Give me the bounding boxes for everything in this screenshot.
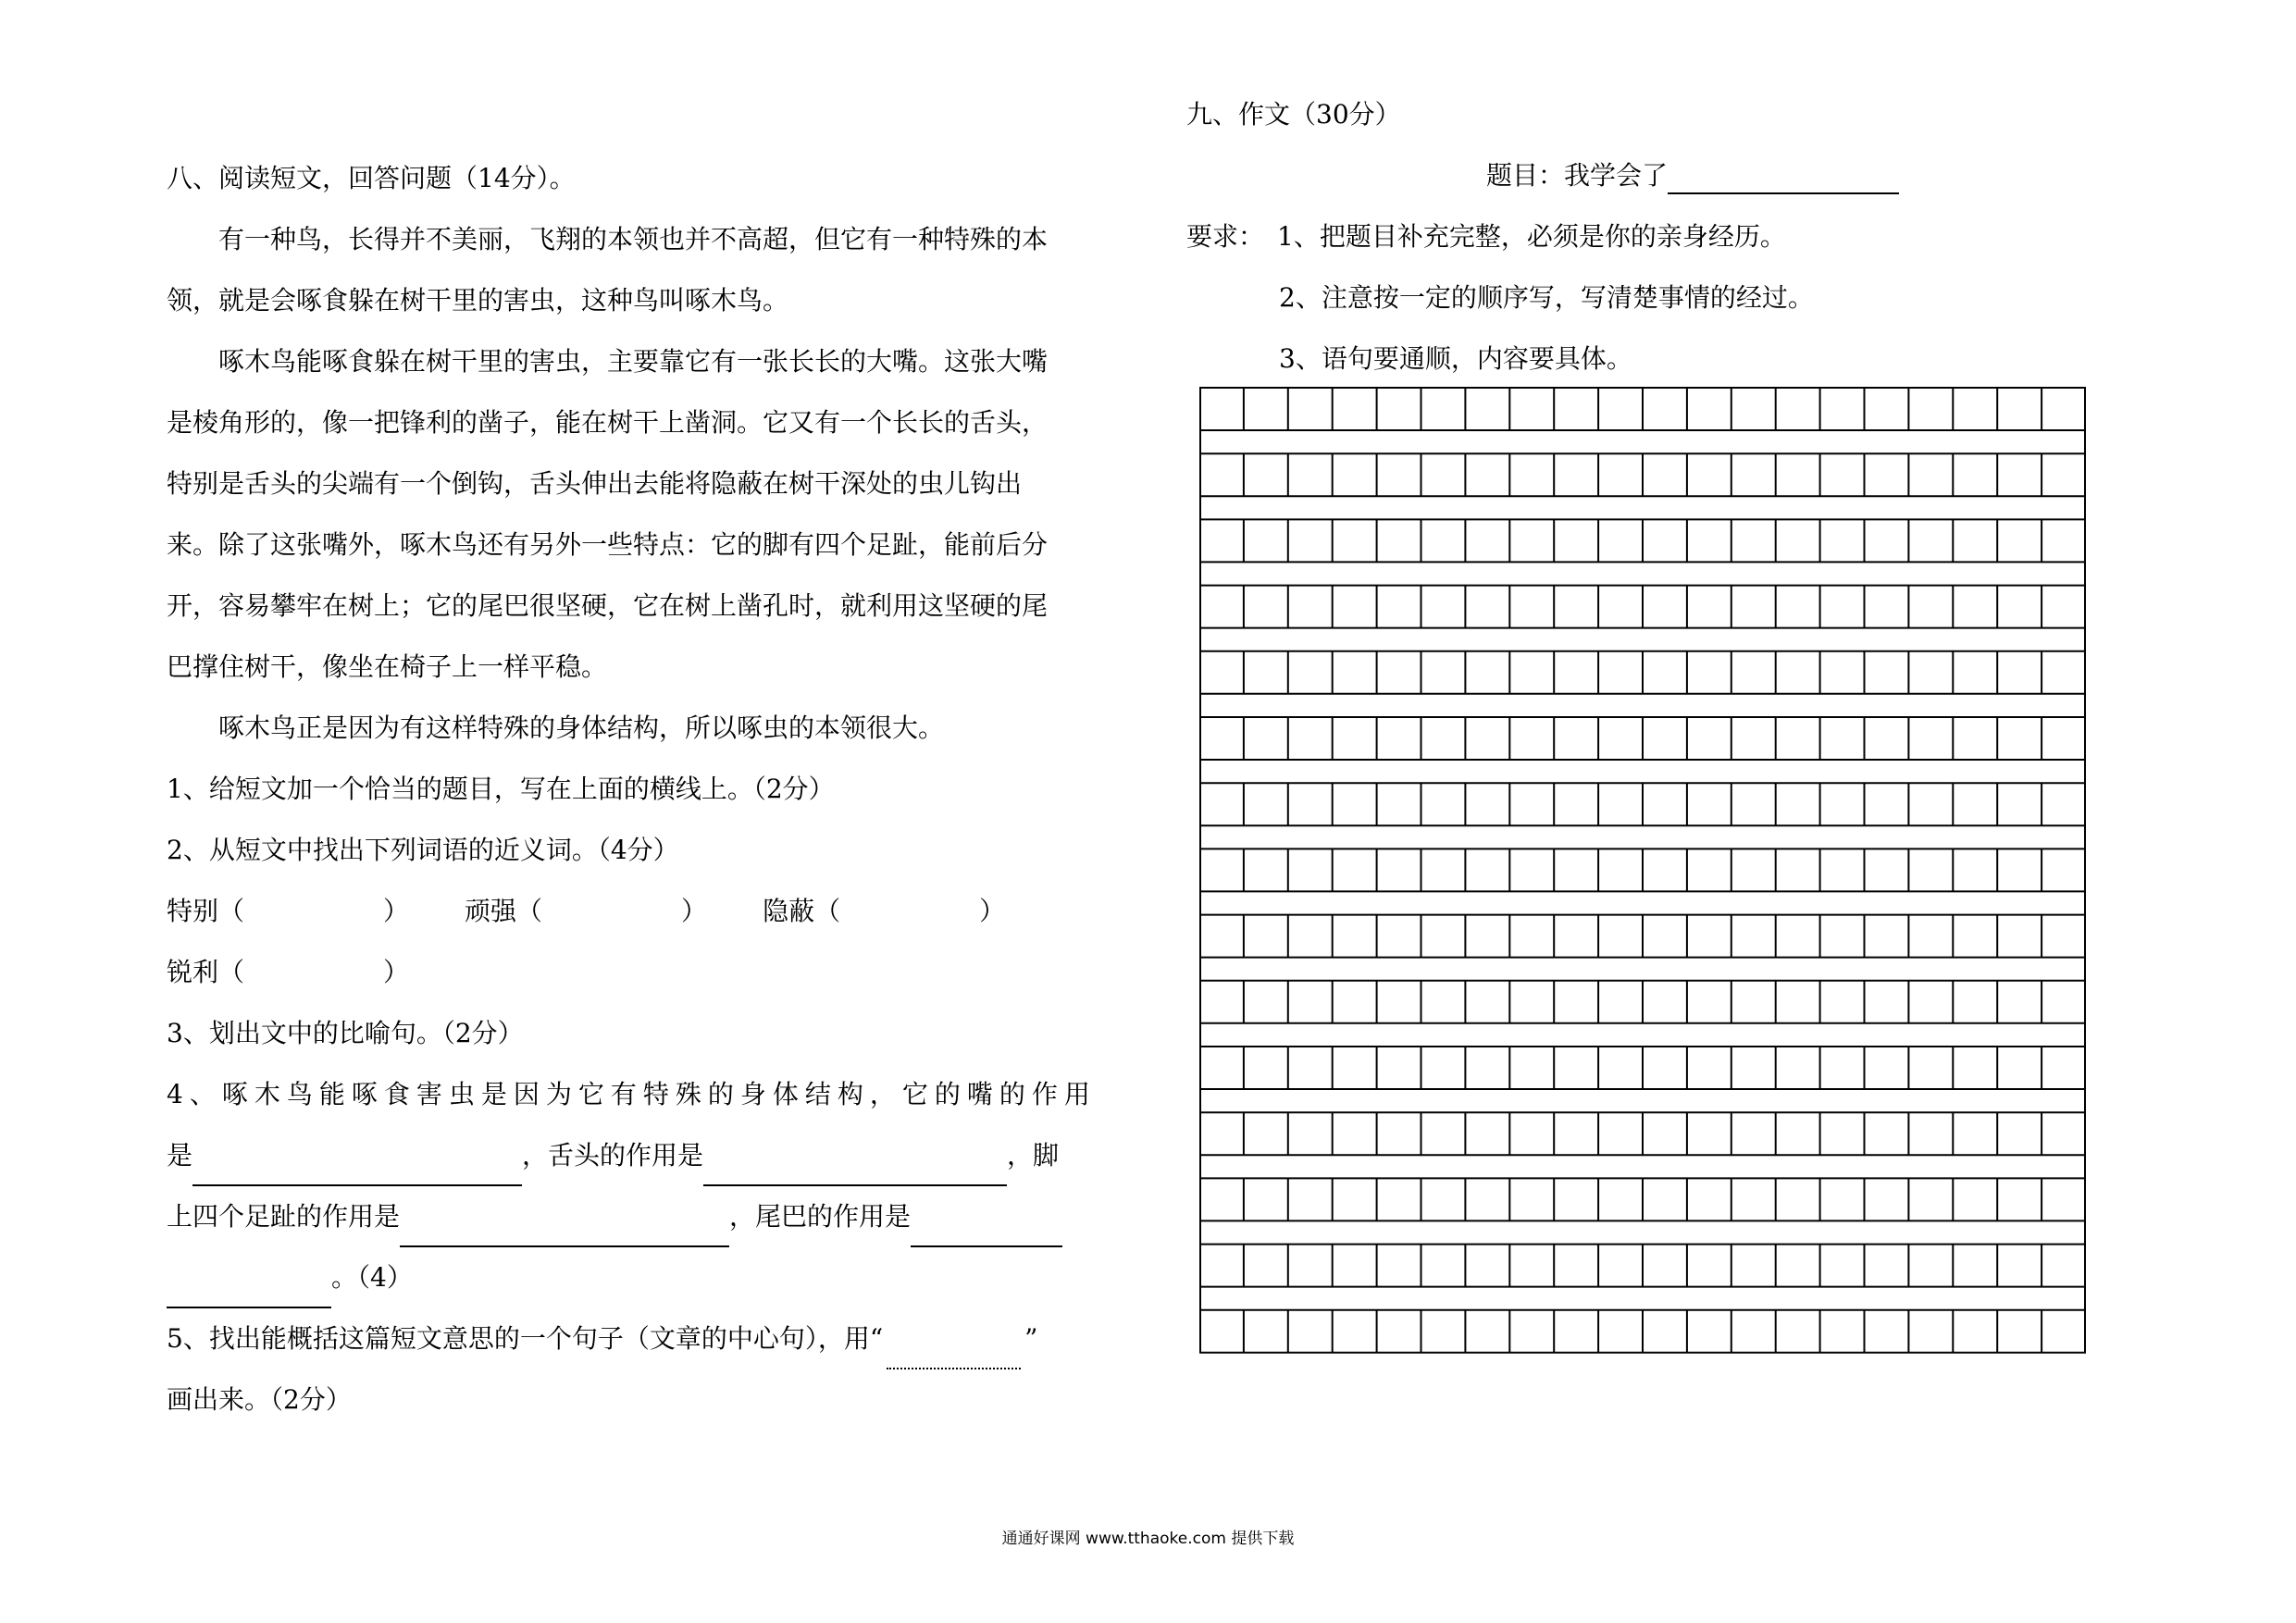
synonym-close: ） [979, 896, 1006, 926]
synonym-word: 隐蔽（ [763, 896, 841, 926]
section-8-title: 八、阅读短文，回答问题（14分）。 [167, 163, 576, 193]
q4-text: ，尾巴的作用是 [729, 1201, 912, 1232]
passage-line: 开，容易攀牢在树上；它的尾巴很坚硬，它在树上凿孔时，就利用这坚硬的尾 [167, 590, 1049, 621]
section-9-title: 九、作文（30分） [1186, 99, 1401, 130]
footer-credit: 通通好课网 www.tthaoke.com 提供下载 [1001, 1530, 1295, 1548]
wavy-underline-sample [887, 1340, 1021, 1369]
q4-text: ，舌头的作用是 [522, 1140, 704, 1171]
answer-blank[interactable] [911, 1210, 1062, 1247]
question-2: 2、从短文中找出下列词语的近义词。（4分） [167, 835, 679, 865]
synonym-close: ） [383, 957, 410, 987]
requirement-item: 1、把题目补充完整，必须是你的亲身经历。 [1277, 221, 1786, 252]
passage-line: 是棱角形的，像一把锋利的凿子，能在树干上凿洞。它又有一个长长的舌头， [167, 407, 1049, 438]
question-5-end: 画出来。（2分） [167, 1384, 352, 1415]
q5-text: ” [1024, 1323, 1038, 1354]
passage-line: 领，就是会啄食躲在树干里的害虫，这种鸟叫啄木鸟。 [167, 285, 789, 316]
reading-section [167, 148, 1097, 1431]
q4-text: 。（4） [331, 1262, 413, 1293]
requirements-label: 要求： [1186, 221, 1265, 252]
question-1: 1、给短文加一个恰当的题目，写在上面的横线上。（2分） [167, 774, 835, 804]
grid-lines [1199, 387, 2086, 1375]
question-4-blanks [167, 1247, 1083, 1308]
passage-line: 啄木鸟能啄食躲在树干里的害虫，主要靠它有一张长长的大嘴。这张大嘴 [218, 346, 1049, 377]
synonym-close: ） [383, 896, 410, 926]
synonym-row [167, 881, 1083, 942]
answer-blank[interactable] [703, 1149, 1007, 1186]
requirement-item: 3、语句要通顺，内容要具体。 [1279, 343, 1632, 374]
passage-line: 来。除了这张嘴外，啄木鸟还有另外一些特点：它的脚有四个足趾，能前后分 [167, 529, 1049, 560]
answer-blank[interactable] [192, 1149, 522, 1186]
answer-blank[interactable] [400, 1210, 729, 1247]
q4-text: 上四个足趾的作用是 [167, 1201, 401, 1232]
passage-line: 特别是舌头的尖端有一个倒钩，舌头伸出去能将隐蔽在树干深处的虫儿钩出 [167, 468, 1023, 499]
question-3: 3、划出文中的比喻句。（2分） [167, 1018, 524, 1048]
passage-line: 有一种鸟，长得并不美丽，飞翔的本领也并不高超，但它有一种特殊的本 [218, 224, 1049, 254]
requirement-item: 2、注意按一定的顺序写，写清楚事情的经过。 [1279, 282, 1814, 313]
q4-text: 是 [167, 1140, 193, 1171]
topic-label: 题目：我学会了 [1486, 160, 1669, 191]
requirements-line-1 [1186, 218, 1786, 255]
q5-text: 5、找出能概括这篇短文意思的一个句子（文章的中心句），用“ [167, 1323, 884, 1354]
synonym-word: 顽强（ [465, 896, 543, 926]
passage-line: 啄木鸟正是因为有这样特殊的身体结构，所以啄虫的本领很大。 [218, 712, 945, 743]
question-4: 4、啄木鸟能啄食害虫是因为它有特殊的身体结构，它的嘴的作用 [167, 1079, 1097, 1109]
topic-blank[interactable] [1668, 161, 1899, 194]
synonym-word: 锐利（ [167, 957, 245, 987]
composition-topic [1486, 157, 1899, 194]
synonym-close: ） [681, 896, 708, 926]
composition-grid[interactable] [1199, 387, 2086, 1375]
question-4-blanks [167, 1125, 1083, 1186]
synonym-word: 特别（ [167, 896, 245, 926]
synonym-row [167, 942, 1083, 1003]
answer-blank[interactable] [167, 1271, 331, 1308]
q4-text: ，脚 [1007, 1140, 1060, 1171]
passage-line: 巴撑住树干，像坐在椅子上一样平稳。 [167, 651, 608, 682]
question-4-blanks [167, 1186, 1083, 1247]
question-5 [167, 1308, 1083, 1369]
